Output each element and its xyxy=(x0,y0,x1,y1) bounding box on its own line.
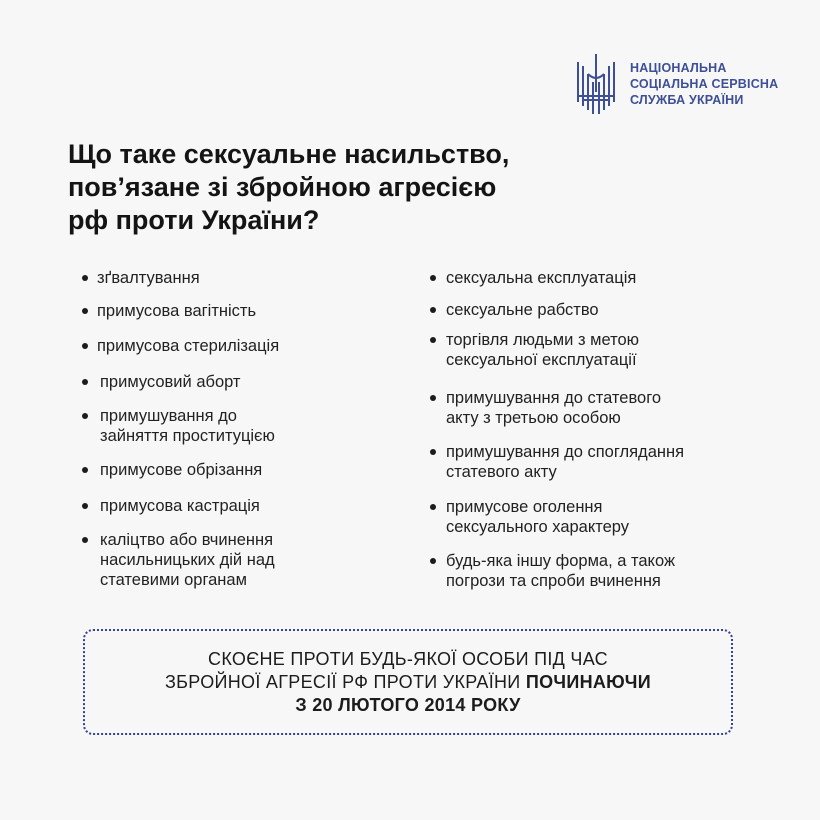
list-item-line: сексуальної експлуатації xyxy=(446,351,637,369)
notice-box xyxy=(83,629,733,735)
list-item-line: примушування до xyxy=(100,407,237,425)
list-item-line: насильницьких дій над xyxy=(100,551,275,569)
list-item-line: зайняття проституцією xyxy=(100,427,275,445)
bullet-icon xyxy=(82,413,88,419)
list-item-text xyxy=(446,300,599,320)
list-item-text xyxy=(446,330,639,370)
list-item-line: акту з третьою особою xyxy=(446,409,621,427)
list-item-line: каліцтво або вчинення xyxy=(100,531,274,549)
list-item-line: примушування до статевого xyxy=(446,389,662,407)
list-item-text xyxy=(97,301,256,321)
page-title xyxy=(68,138,509,237)
list-item-line: примусовий аборт xyxy=(100,373,241,391)
list-item-text xyxy=(446,442,684,482)
bullet-icon xyxy=(82,503,88,509)
list-item-line: примусова вагітність xyxy=(97,302,257,320)
bullet-icon xyxy=(82,275,88,281)
trident-logo-icon xyxy=(574,52,618,116)
notice-text xyxy=(165,648,651,717)
list-item-text xyxy=(100,406,275,446)
bullet-icon xyxy=(430,275,436,281)
notice-line-2 xyxy=(165,671,651,694)
list-item-text xyxy=(446,268,636,288)
agency-name-line-3: СЛУЖБА УКРАЇНИ xyxy=(630,93,744,107)
list-item-text xyxy=(446,551,675,591)
bullet-icon xyxy=(82,379,88,385)
list-item-text xyxy=(100,372,241,392)
title-line-1: Що таке сексуальне насильство, xyxy=(68,139,510,169)
notice-line-1: СКОЄНЕ ПРОТИ БУДЬ-ЯКОЇ ОСОБИ ПІД ЧАС xyxy=(208,648,608,669)
list-item-line: зґвалтування xyxy=(97,269,200,287)
title-line-2: пов’язане зі збройною агресією xyxy=(68,172,497,202)
list-item-line: примусове оголення xyxy=(446,498,603,516)
list-item-text xyxy=(100,496,260,516)
bullet-icon xyxy=(430,449,436,455)
agency-logo xyxy=(574,52,778,116)
list-item-line: примусова стерилізація xyxy=(97,337,280,355)
notice-line-3-bold: З 20 ЛЮТОГО 2014 РОКУ xyxy=(295,694,521,715)
bullet-icon xyxy=(430,504,436,510)
list-item-line: сексуальне рабство xyxy=(446,301,599,319)
list-item-text xyxy=(100,530,275,590)
bullet-icon xyxy=(82,537,88,543)
list-item-line: торгівля людьми з метою xyxy=(446,331,639,349)
title-line-3: рф проти України? xyxy=(68,205,320,235)
bullet-icon xyxy=(82,308,88,314)
list-item-text xyxy=(100,460,262,480)
bullet-icon xyxy=(430,558,436,564)
bullet-icon xyxy=(430,337,436,343)
agency-name-line-1: НАЦІОНАЛЬНА xyxy=(630,61,727,75)
agency-name xyxy=(630,60,778,108)
bullet-icon xyxy=(82,467,88,473)
list-item-line: примушування до споглядання xyxy=(446,443,685,461)
list-item-line: будь-яка іншу форма, а також xyxy=(446,552,675,570)
list-item-line: примусова кастрація xyxy=(100,497,260,515)
bullet-icon xyxy=(430,395,436,401)
list-item-line: примусове обрізання xyxy=(100,461,263,479)
list-item-text xyxy=(446,497,629,537)
notice-line-2-bold: ПОЧИНАЮЧИ xyxy=(525,671,651,692)
list-item-line: статевого акту xyxy=(446,463,557,481)
notice-line-3 xyxy=(165,694,651,717)
list-item-line: сексуального характеру xyxy=(446,518,630,536)
list-item-text xyxy=(97,336,279,356)
bullet-icon xyxy=(430,307,436,313)
agency-name-line-2: СОЦІАЛЬНА СЕРВІСНА xyxy=(630,77,779,91)
list-item-text xyxy=(446,388,661,428)
notice-line-2-regular: ЗБРОЙНОЇ АГРЕСІЇ РФ ПРОТИ УКРАЇНИ xyxy=(165,671,526,692)
list-item-text xyxy=(97,268,200,288)
list-item-line: погрози та спроби вчинення xyxy=(446,572,661,590)
list-item-line: сексуальна експлуатація xyxy=(446,269,637,287)
list-item-line: статевими органам xyxy=(100,571,247,589)
bullet-icon xyxy=(82,343,88,349)
